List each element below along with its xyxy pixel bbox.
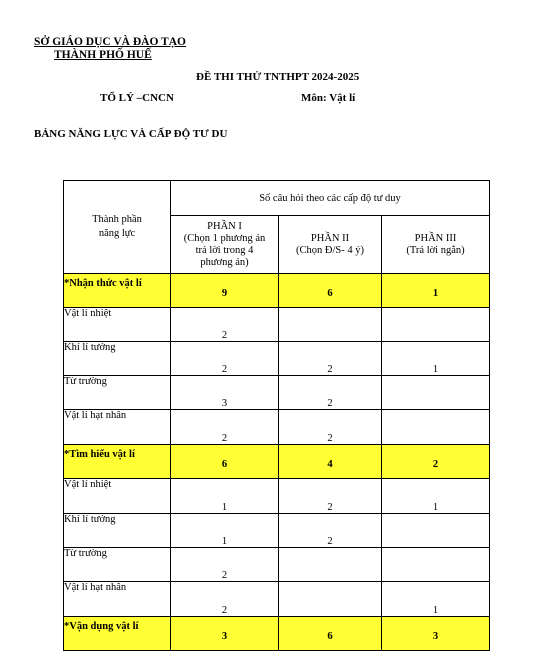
part-2-count: 2 [279, 479, 382, 514]
part-3-count: 1 [382, 479, 490, 514]
part-2-count: 4 [279, 445, 382, 479]
corner-line-2: năng lực [98, 228, 136, 239]
row-label: Vật lí hạt nhân [64, 410, 171, 445]
part-3-count: 1 [382, 342, 490, 376]
part-2-count: 6 [279, 274, 382, 308]
table-row [64, 410, 490, 445]
part-1-count: 3 [171, 376, 279, 410]
part-1-desc-3: phương án) [200, 256, 249, 268]
group-name: TỔ LÝ –CNCN [100, 92, 174, 104]
part-2-count: 2 [279, 410, 382, 445]
table-row [64, 548, 490, 582]
part-1-count: 1 [171, 514, 279, 548]
row-label: Từ trường [64, 548, 171, 582]
table-row [64, 582, 490, 617]
org-line-1: SỞ GIÁO DỤC VÀ ĐÀO TẠO [34, 36, 186, 48]
part-1-count: 2 [171, 548, 279, 582]
part-3-count [382, 514, 490, 548]
part-1-count: 9 [171, 274, 279, 308]
part-3-count: 2 [382, 445, 490, 479]
part-2-count: 2 [279, 342, 382, 376]
group-header: Số câu hỏi theo các cấp độ tư duy [171, 181, 490, 216]
part-3-count [382, 410, 490, 445]
part-1-header [171, 216, 279, 274]
part-3-header [382, 216, 490, 274]
row-label: Vật lí nhiệt [64, 479, 171, 514]
part-3-desc-1: (Trả lời ngắn) [406, 244, 465, 256]
part-2-count [279, 582, 382, 617]
exam-title: ĐỀ THI THỬ TNTHPT 2024-2025 [196, 71, 360, 83]
part-1-desc-2: trả lời trong 4 [195, 244, 254, 256]
part-1-count: 2 [171, 342, 279, 376]
row-label: Vật lí hạt nhân [64, 582, 171, 617]
row-label: Vật lí nhiệt [64, 308, 171, 342]
table-row [64, 617, 490, 651]
part-2-count: 6 [279, 617, 382, 651]
corner-header [64, 181, 171, 274]
row-label: *Nhận thức vật lí [64, 274, 171, 308]
part-3-count: 1 [382, 582, 490, 617]
part-3-count [382, 548, 490, 582]
row-label: Khí lí tưởng [64, 342, 171, 376]
part-1-desc-1: (Chọn 1 phương án [183, 232, 266, 244]
part-2-title: PHẦN II [310, 232, 350, 244]
part-3-count [382, 308, 490, 342]
subject-name: Môn: Vật lí [301, 92, 356, 104]
competency-table [63, 180, 490, 651]
part-1-count: 2 [171, 308, 279, 342]
part-1-count: 3 [171, 617, 279, 651]
row-label: *Tìm hiểu vật lí [64, 445, 171, 479]
part-1-count: 2 [171, 582, 279, 617]
part-1-count: 6 [171, 445, 279, 479]
org-line-2: THÀNH PHỐ HUẾ [54, 49, 152, 61]
table-title: BẢNG NĂNG LỰC VÀ CẤP ĐỘ TƯ DU [34, 128, 228, 140]
part-2-header [279, 216, 382, 274]
part-2-count: 2 [279, 514, 382, 548]
part-2-count [279, 308, 382, 342]
part-1-title: PHẦN I [207, 220, 242, 232]
part-2-count: 2 [279, 376, 382, 410]
table-row [64, 274, 490, 308]
row-label: Từ trường [64, 376, 171, 410]
table-row [64, 308, 490, 342]
part-3-count: 3 [382, 617, 490, 651]
table-row [64, 376, 490, 410]
part-1-count: 1 [171, 479, 279, 514]
part-2-desc-1: (Chọn Đ/S- 4 ý) [296, 244, 364, 256]
table-row [64, 445, 490, 479]
table-row [64, 342, 490, 376]
part-1-count: 2 [171, 410, 279, 445]
table-row [64, 479, 490, 514]
row-label: Khí lí tưởng [64, 514, 171, 548]
row-label: *Vận dụng vật lí [64, 617, 171, 651]
part-3-title: PHẦN III [414, 232, 457, 244]
corner-line-1: Thành phần [92, 214, 142, 225]
part-3-count [382, 376, 490, 410]
part-2-count [279, 548, 382, 582]
part-3-count: 1 [382, 274, 490, 308]
table-row [64, 514, 490, 548]
